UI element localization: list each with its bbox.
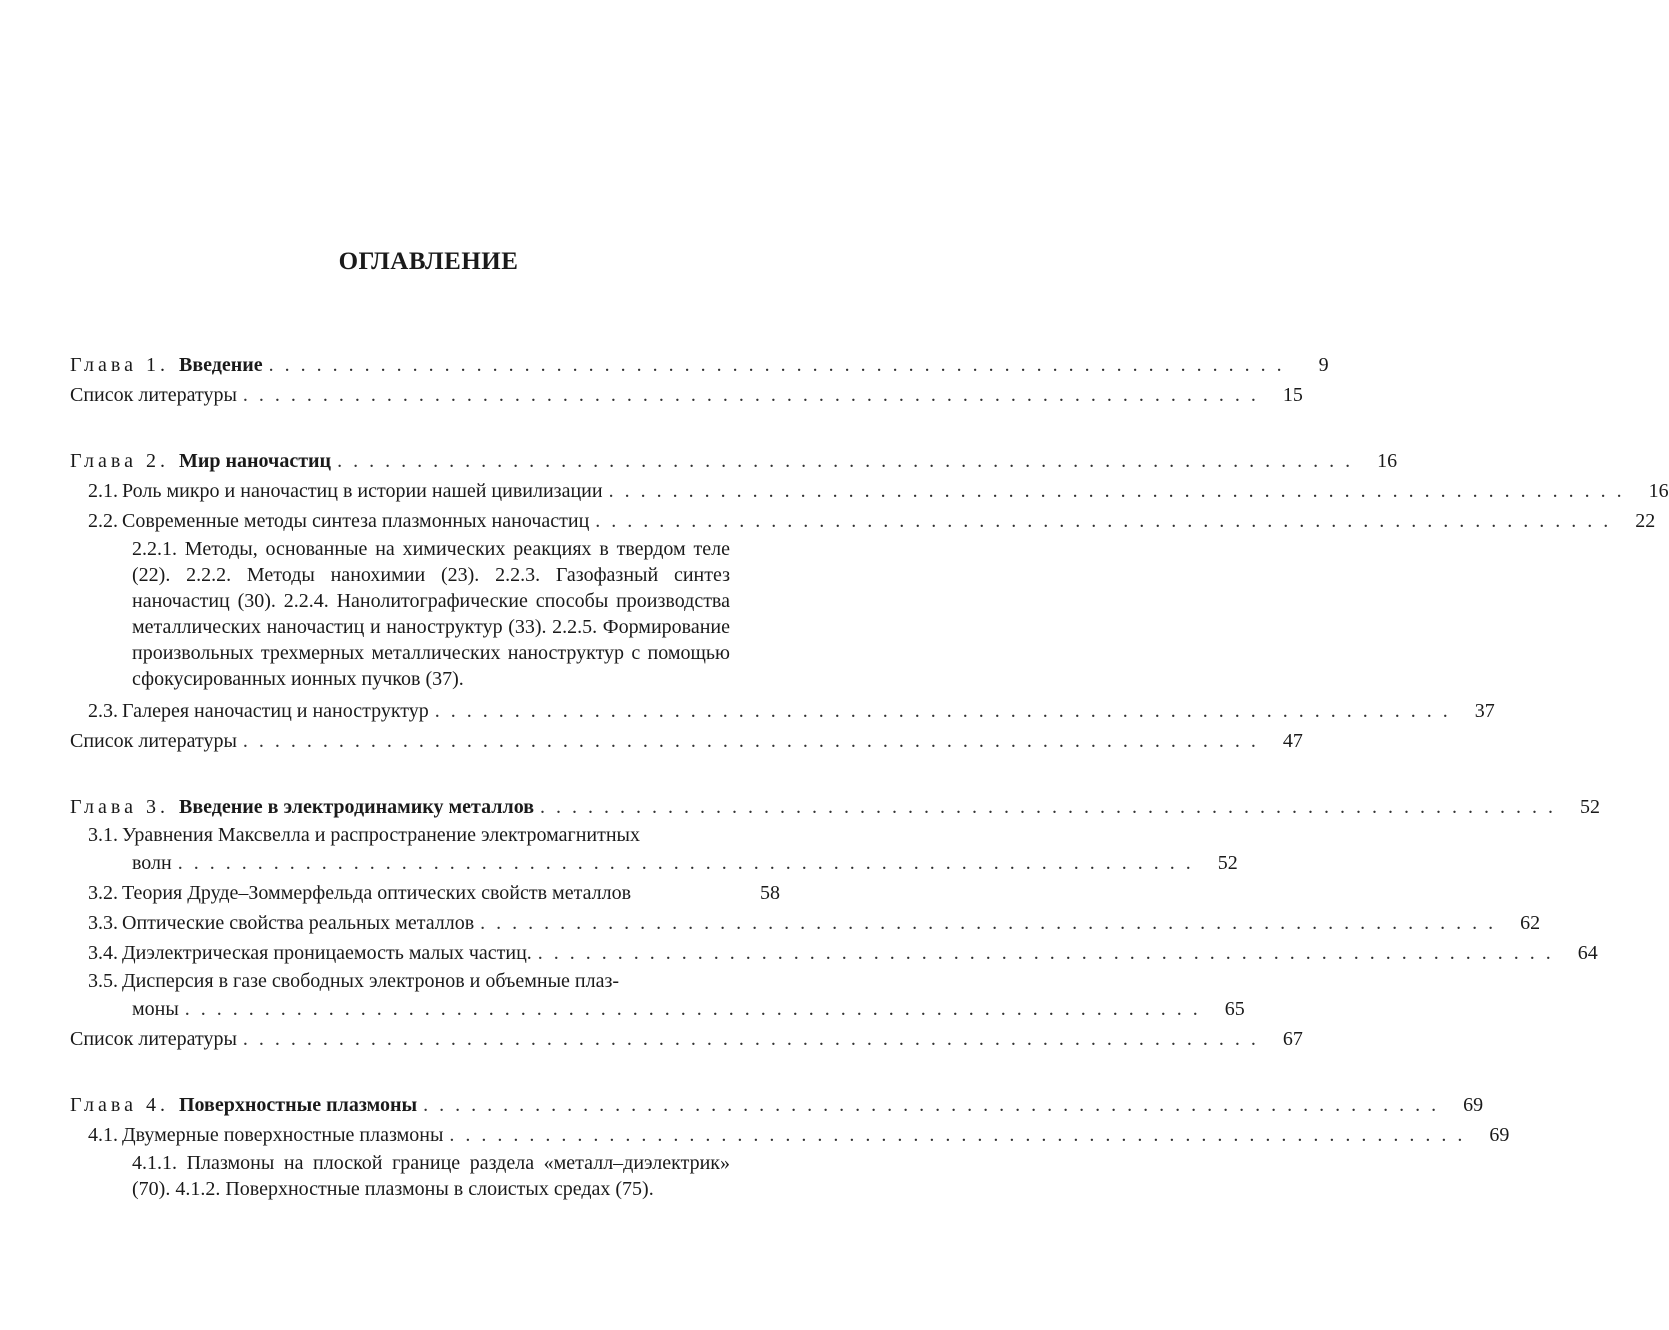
- section-number: 2.3.: [88, 700, 118, 722]
- dot-leader: . . . . . . . . . . . . . . . . . . . . . . . . . . . . . . . . . . . . . . . . . . . . . . . . . . . . . . . . . . . . . . . .: [242, 384, 1259, 406]
- toc-chapter-4[interactable]: [70, 1090, 1484, 1120]
- page-number: 58: [760, 882, 780, 904]
- toc-section-3-2[interactable]: [70, 878, 780, 908]
- dot-leader: . . . . . . . . . . . . . . . . . . . . . . . . . . . . . . . . . . . . . . . . . . . . . . . . . . . . . . . . . . . . . . . .: [434, 700, 1451, 722]
- page-number: 69: [1489, 1124, 1510, 1146]
- table-of-contents: [70, 350, 1669, 1202]
- dot-leader: . . . . . . . . . . . . . . . . . . . . . . . . . . . . . . . . . . . . . . . . . . . . . . . . . . . . . . . . . . . . . . . .: [337, 450, 1354, 472]
- page-number: 65: [1224, 998, 1245, 1020]
- toc-chapter-3[interactable]: [70, 792, 1601, 822]
- subsection-list-4-1: 4.1.1. Плазмоны на плоской границе раздела «металл–диэлектрик» (70). 4.1.2. Поверхностные плазмоны в слоистых средах (75).: [132, 1152, 730, 1200]
- section-title: Дисперсия в газе свободных электронов и объемные плаз-: [122, 970, 620, 992]
- section-title-cont: волн: [132, 852, 172, 874]
- dot-leader: . . . . . . . . . . . . . . . . . . . . . . . . . . . . . . . . . . . . . . . . . . . . . . . . . . . . . . . . . . . . . . . .: [242, 1028, 1259, 1050]
- toc-chapter-2[interactable]: [70, 446, 1398, 476]
- dot-leader: . . . . . . . . . . . . . . . . . . . . . . . . . . . . . . . . . . . . . . . . . . . . . . . . . . . . . . . . . . . . . . . .: [608, 480, 1625, 502]
- references-label: Список литературы: [70, 384, 237, 406]
- toc-section-3-4[interactable]: [70, 938, 1598, 968]
- toc-section-3-5[interactable]: [70, 968, 780, 994]
- dot-leader: . . . . . . . . . . . . . . . . . . . . . . . . . . . . . . . . . . . . . . . . . . . . . . . . . . . . . . . . . . . . . . . .: [242, 730, 1259, 752]
- toc-references-3[interactable]: [70, 1024, 1303, 1054]
- chapter-title: Поверхностные плазмоны: [178, 1094, 418, 1116]
- dot-leader: . . . . . . . . . . . . . . . . . . . . . . . . . . . . . . . . . . . . . . . . . . . . . . . . . . . . . . . . . . . . . . . .: [268, 354, 1285, 376]
- toc-section-3-1[interactable]: [70, 822, 780, 848]
- dot-leader: . . . . . . . . . . . . . . . . . . . . . . . . . . . . . . . . . . . . . . . . . . . . . . . . . . . . . . . . . . . . . . . .: [480, 912, 1497, 934]
- section-title: Галерея наночастиц и наноструктур: [122, 700, 429, 722]
- page-number: 16: [1648, 480, 1669, 502]
- dot-leader: . . . . . . . . . . . . . . . . . . . . . . . . . . . . . . . . . . . . . . . . . . . . . . . . . . . . . . . . . . . . . . . .: [177, 852, 1194, 874]
- chapter-title: Введение в электродинамику металлов: [178, 796, 535, 818]
- section-number: 2.1.: [88, 480, 118, 502]
- page-number: 67: [1282, 1028, 1303, 1050]
- chapter-title: Мир наночастиц: [178, 450, 332, 472]
- dot-leader: . . . . . . . . . . . . . . . . . . . . . . . . . . . . . . . . . . . . . . . . . . . . . . . . . . . . . . . . . . . . . . . .: [540, 796, 1557, 818]
- section-number: 3.5.: [88, 970, 118, 992]
- page-number: 52: [1217, 852, 1238, 874]
- section-title-cont: моны: [132, 998, 179, 1020]
- toc-section-2-3[interactable]: [70, 696, 1495, 726]
- toc-references-1[interactable]: [70, 380, 1303, 410]
- dot-leader: . . . . . . . . . . . . . . . . . . . . . . . . . . . . . . . . . . . . . . . . . . . . . . . . . . . . . . . . . . . . . . . .: [449, 1124, 1466, 1146]
- page-number: 64: [1577, 942, 1598, 964]
- references-label: Список литературы: [70, 730, 237, 752]
- dot-leader: . . . . . . . . . . . . . . . . . . . . . . . . . . . . . . . . . . . . . . . . . . . . . . . . . . . . . . . . . . . . . . . .: [423, 1094, 1440, 1116]
- section-title: Оптические свойства реальных металлов: [122, 912, 475, 934]
- chapter-label: Глава 1.: [70, 354, 169, 376]
- section-number: 3.4.: [88, 942, 118, 964]
- page-number: 37: [1474, 700, 1495, 722]
- dot-leader: . . . . . . . . . . . . . . . . . . . . . . . . . . . . . . . . . . . . . . . . . . . . . . . . . . . . . . . . . . . . . . . .: [184, 998, 1201, 1020]
- page-number: 62: [1520, 912, 1541, 934]
- page-number: 52: [1580, 796, 1601, 818]
- dot-leader: . . . . . . . . . . . . . . . . . . . . . . . . . . . . . . . . . . . . . . . . . . . . . . . . . . . . . . . . . . . . . . . .: [595, 510, 1612, 532]
- page-number: 22: [1635, 510, 1656, 532]
- subsection-list-2-2: 2.2.1. Методы, основанные на химических реакциях в твердом теле (22). 2.2.2. Методы нанохимии (23). 2.2.3. Газофазный синтез наночастиц (30). 2.2.4. Нанолитографические способы производства металлических наночастиц и наноструктур (33). 2.2.5. Формирование произвольных трехмерных металлических наноструктур с помощью сфокусированных ионных пучков (37).: [132, 538, 730, 690]
- section-title: Диэлектрическая проницаемость малых частиц.: [122, 942, 532, 964]
- section-number: 2.2.: [88, 510, 118, 532]
- chapter-title: Введение: [178, 354, 263, 376]
- toc-section-3-5-cont[interactable]: [70, 994, 1245, 1024]
- page-number: 47: [1282, 730, 1303, 752]
- section-number: 3.1.: [88, 824, 118, 846]
- section-title: Теория Друде–Зоммерфельда оптических свойств металлов: [122, 882, 632, 904]
- chapter-label: Глава 4.: [70, 1094, 169, 1116]
- dot-leader: . . . . . . . . . . . . . . . . . . . . . . . . . . . . . . . . . . . . . . . . . . . . . . . . . . . . . . . . . . . . . . . .: [537, 942, 1554, 964]
- toc-section-2-2[interactable]: [70, 506, 1656, 536]
- section-number: 4.1.: [88, 1124, 118, 1146]
- page-number: 69: [1463, 1094, 1484, 1116]
- section-number: 3.3.: [88, 912, 118, 934]
- section-title: Двумерные поверхностные плазмоны: [122, 1124, 444, 1146]
- page-title: ОГЛАВЛЕНИЕ: [338, 248, 519, 275]
- toc-chapter-1[interactable]: [70, 350, 1329, 380]
- chapter-label: Глава 2.: [70, 450, 169, 472]
- toc-section-4-1[interactable]: [70, 1120, 1510, 1150]
- page-number: 16: [1377, 450, 1398, 472]
- references-label: Список литературы: [70, 1028, 237, 1050]
- section-title: Современные методы синтеза плазмонных наночастиц: [122, 510, 590, 532]
- page-number: 15: [1282, 384, 1303, 406]
- section-title: Уравнения Максвелла и распространение электромагнитных: [122, 824, 640, 846]
- toc-section-3-3[interactable]: [70, 908, 1541, 938]
- section-number: 3.2.: [88, 882, 118, 904]
- toc-references-2[interactable]: [70, 726, 1303, 756]
- page-number: 9: [1318, 354, 1329, 376]
- toc-section-3-1-cont[interactable]: [70, 848, 1238, 878]
- toc-section-2-1[interactable]: [70, 476, 1669, 506]
- chapter-label: Глава 3.: [70, 796, 169, 818]
- section-title: Роль микро и наночастиц в истории нашей цивилизации: [122, 480, 603, 502]
